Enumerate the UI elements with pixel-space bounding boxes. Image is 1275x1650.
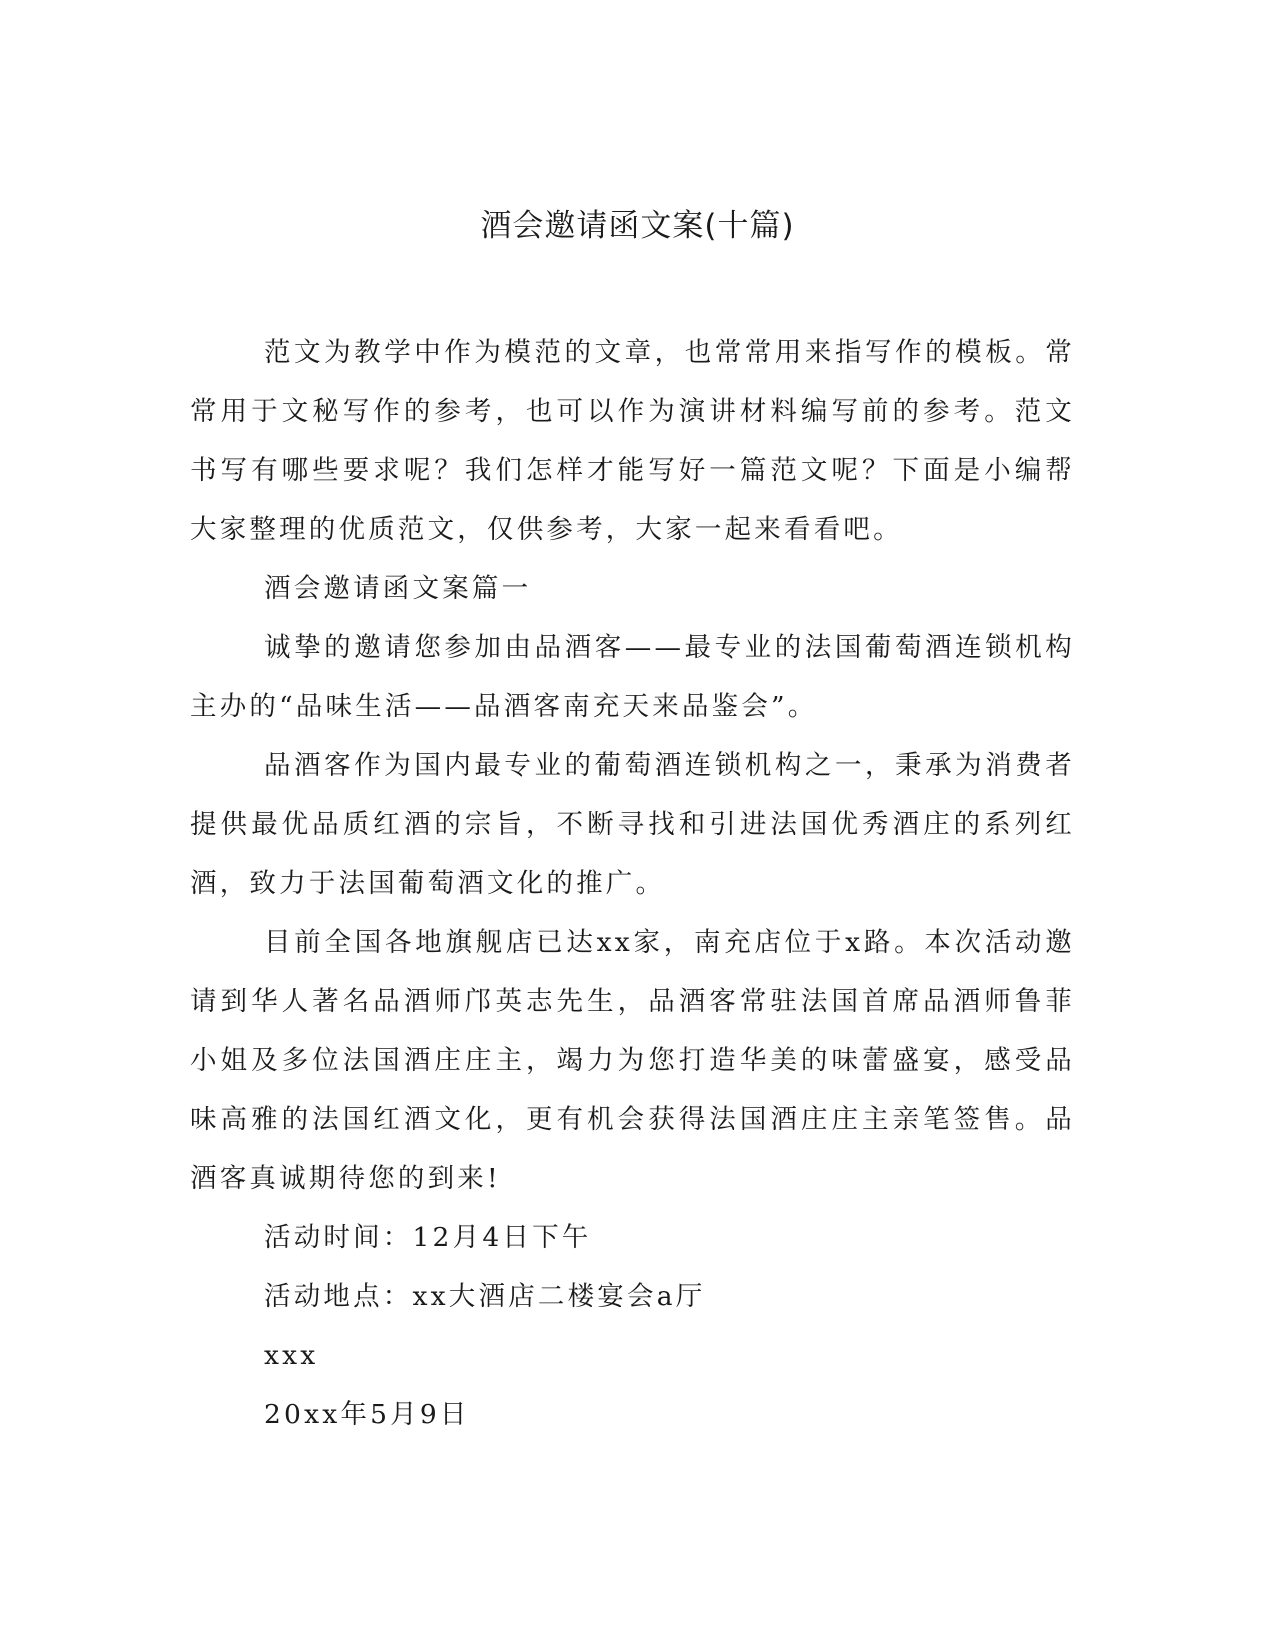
document-title: 酒会邀请函文案(十篇) [480, 208, 795, 244]
document-body [190, 323, 1075, 1444]
invitation-paragraph: 诚挚的邀请您参加由品酒客——最专业的法国葡萄酒连锁机构主办的“品味生活——品酒客南充天来品鉴会”。 [190, 632, 1075, 722]
event-paragraph: 目前全国各地旗舰店已达xx家，南充店位于x路。本次活动邀请到华人著名品酒师邝英志先生，品酒客常驻法国首席品酒师鲁菲小姐及多位法国酒庄庄主，竭力为您打造华美的味蕾盛宴，感受品味高雅的法国红酒文化，更有机会获得法国酒庄庄主亲笔签售。品酒客真诚期待您的到来! [190, 927, 1075, 1194]
date: 20xx年5月9日 [264, 1399, 470, 1430]
signature: xxx [264, 1340, 319, 1371]
event-time: 活动时间：12月4日下午 [264, 1222, 592, 1253]
section-heading: 酒会邀请函文案篇一 [264, 573, 532, 604]
event-location: 活动地点：xx大酒店二楼宴会a厅 [264, 1281, 706, 1312]
intro-paragraph: 范文为教学中作为模范的文章，也常常用来指写作的模板。常常用于文秘写作的参考，也可以作为演讲材料编写前的参考。范文书写有哪些要求呢？我们怎样才能写好一篇范文呢？下面是小编帮大家整理的优质范文，仅供参考，大家一起来看看吧。 [190, 337, 1075, 545]
company-paragraph: 品酒客作为国内最专业的葡萄酒连锁机构之一，秉承为消费者提供最优品质红酒的宗旨，不断寻找和引进法国优秀酒庄的系列红酒，致力于法国葡萄酒文化的推广。 [190, 750, 1075, 899]
